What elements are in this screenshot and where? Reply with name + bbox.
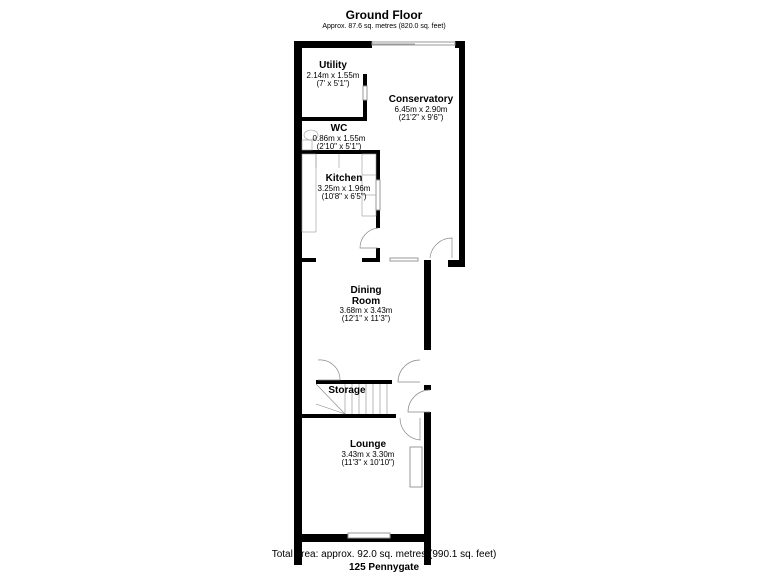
room-wc: [308, 124, 370, 151]
room-conservatory: [380, 95, 462, 122]
room-kitchen: [312, 174, 376, 201]
room-name: Storage: [328, 385, 366, 396]
room-imperial: (11'3" x 10'10"): [341, 457, 395, 467]
room-name: Lounge: [349, 439, 387, 450]
room-dining: [330, 286, 402, 324]
room-name: Kitchen: [325, 173, 363, 184]
room-metric: 6.45m x 2.90m: [394, 104, 448, 114]
room-storage: [322, 386, 372, 397]
room-imperial: (2'10" x 5'1"): [316, 141, 362, 151]
property-address: 125 Pennygate: [348, 562, 420, 573]
room-imperial: (21'2" x 9'6"): [398, 112, 444, 122]
room-name: WC: [330, 123, 348, 134]
room-imperial: (12'1" x 11'3"): [341, 314, 391, 324]
room-lounge: [330, 440, 406, 467]
room-metric: 3.43m x 3.30m: [341, 449, 395, 459]
floor-title: Ground Floor: [345, 8, 423, 22]
room-metric: 2.14m x 1.55m: [306, 70, 360, 80]
room-metric: 3.68m x 3.43m: [339, 306, 393, 315]
room-imperial: (7' x 5'1"): [316, 78, 350, 88]
room-name: Conservatory: [388, 94, 454, 105]
doors: [318, 228, 452, 440]
room-imperial: (10'8" x 6'5"): [321, 191, 367, 201]
floor-area-subtitle: Approx. 87.6 sq. metres (820.0 sq. feet): [322, 23, 446, 30]
room-name: Utility: [319, 60, 347, 71]
room-utility: [303, 61, 363, 88]
room-name: Dining Room: [350, 285, 382, 307]
room-metric: 3.25m x 1.96m: [317, 183, 371, 193]
total-area: Total area: approx. 92.0 sq. metres (990.1 sq. feet): [271, 549, 497, 560]
room-metric: 0.86m x 1.55m: [312, 133, 366, 143]
